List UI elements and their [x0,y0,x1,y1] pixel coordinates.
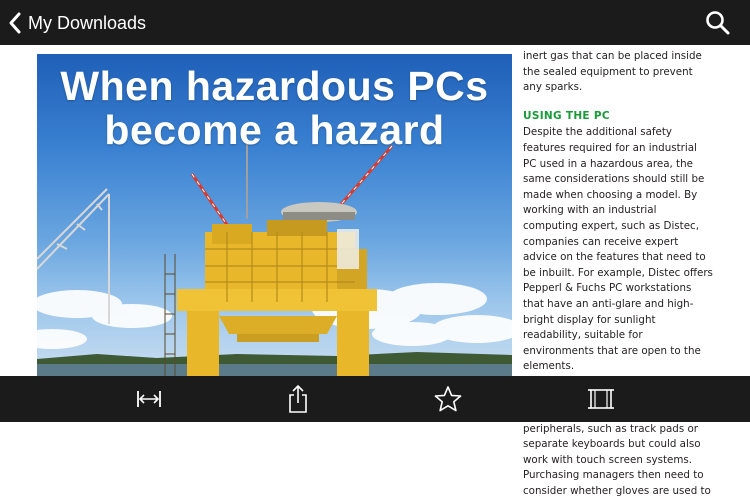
article-text-column [523,49,713,500]
page-view-icon [587,387,615,411]
fit-width-icon [136,388,162,410]
back-button[interactable] [8,6,146,40]
article-image [37,54,512,376]
image-headline [37,64,512,152]
share-icon [285,384,311,414]
back-button-label: My Downloads [28,12,147,33]
section-heading: USING THE PC [523,109,610,122]
article-paragraph-1: Despite the additional safety features required for an industrial PC used in a hazardous area, the same considerations should still be made when choosing a model. By working with an industrial computing expert, such as Distec, companies can receive expert advice on the features that need to be inbuilt. For example, Distec offers Pepperl & Fuchs PC workstations that have an anti-glare and high-bright display for sunlight readability, suitable for environments that are open to the elements. [523,126,713,373]
image-headline-line-2: become a hazard [104,107,445,153]
magazine-page[interactable] [0,45,750,498]
chevron-left-icon [8,12,22,34]
article-paragraph-intro: inert gas that can be placed inside the sealed equipment to prevent any sparks. [523,50,702,94]
article-paragraph-2: peripherals, such as track pads or separate keyboards but could also work with touch screen systems. Purchasing managers then need to consider whether gloves are used to [523,422,711,498]
search-icon [704,9,732,37]
page-view-button[interactable] [585,384,617,414]
top-navigation-bar [0,0,750,45]
bookmark-button[interactable] [432,384,464,414]
search-button[interactable] [704,9,732,37]
bottom-toolbar [0,376,750,422]
image-headline-line-1: When hazardous PCs [60,63,489,109]
fit-width-button[interactable] [133,384,165,414]
share-button[interactable] [282,384,314,414]
star-icon [433,385,463,413]
